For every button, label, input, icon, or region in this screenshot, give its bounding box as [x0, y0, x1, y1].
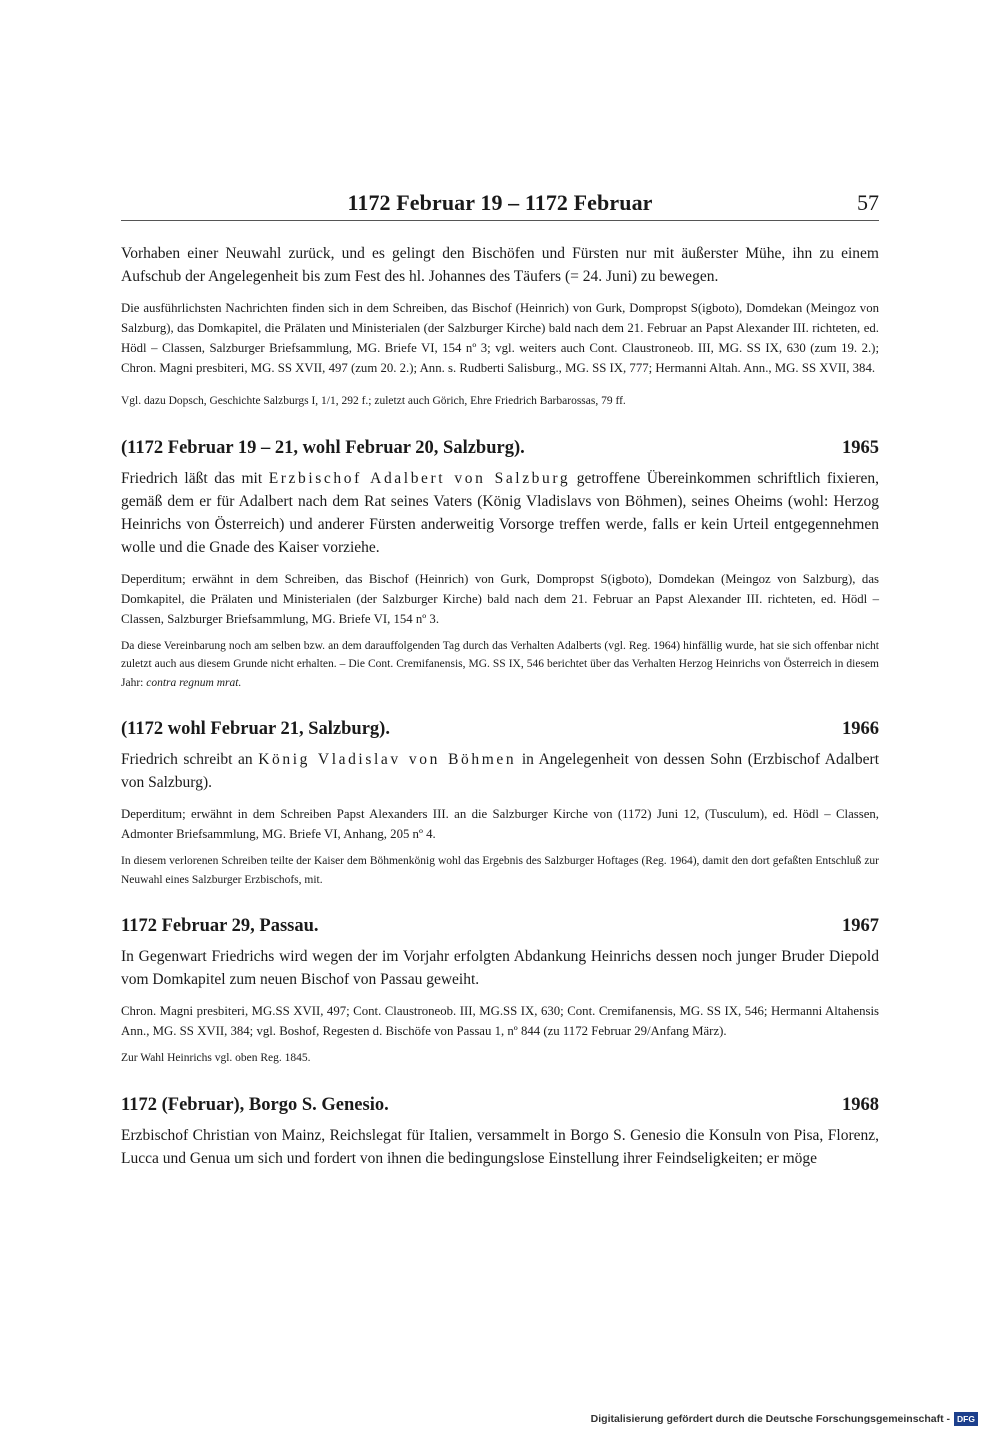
entry-person-name: König Vladislav von Böhmen: [258, 751, 517, 768]
page-number: 57: [857, 190, 879, 215]
intro-paragraph: Vorhaben einer Neuwahl zurück, und es gelingt den Bischöfen und Fürsten nur mit äußerster Mühe, ihn zu einem Aufschub der Angelegenheit bis zum Fest des hl. Johannes des Täufers (= 24. Juni) zu bewegen.: [121, 245, 879, 285]
entry-date-place: (1172 Februar 19 – 21, wohl Februar 20, Salzburg).: [121, 437, 525, 458]
entry-source: Chron. Magni presbiteri, MG.SS XVII, 497; Cont. Claustroneob. III, MG.SS IX, 630; Cont. Cremifanensis, MG. SS IX, 546; Hermanni Altahensis Ann., MG. SS XVII, 384; vgl. Boshof, Regesten d. Bischöfe von Passau 1, nº 844 (zu 1172 Februar 29/Anfang März).: [121, 1004, 879, 1038]
entry-date-place: 1172 (Februar), Borgo S. Genesio.: [121, 1094, 389, 1115]
regest-entry-1965: [121, 435, 879, 693]
digitization-footer: [591, 1412, 978, 1426]
entry-text-end: in Angelegenheit von dessen Sohn (Erzbischof Adalbert von Salzburg).: [121, 751, 880, 791]
entry-number: 1965: [842, 437, 879, 458]
entry-heading: [121, 1092, 879, 1118]
entry-number: 1968: [842, 1094, 879, 1115]
entry-text-start: Friedrich läßt das mit: [121, 469, 269, 487]
regest-entry-1968: [121, 1092, 879, 1170]
entry-text-end: getroffene Übereinkommen schriftlich fixieren, gemäß dem er für Adalbert nach dem Rat seines Vaters (König Vladislavs von Böhmen), seines Oheims (wohl: Herzog Heinrichs von Österreich) und anderer Fürsten anderweitig Vorsorge treffen werde, falls er kein Urteil entgegennehmen wolle und die Gnade des Kaiser vorziehe.: [121, 469, 879, 556]
footer-text: Digitalisierung gefördert durch die Deutsche Forschungsgemeinschaft -: [590, 1413, 951, 1425]
intro-source: Die ausführlichsten Nachrichten finden sich in dem Schreiben, das Bischof (Heinrich) von Gurk, Dompropst S(igboto), Domdekan (Meingoz von Salzburg), das Domkapitel, die Prälaten und Ministerialen (der Salzburger Kirche) bald nach dem 21. Februar an Papst Alexander III. richteten, ed. Hödl – Classen, Salzburger Briefsammlung, MG. Briefe VI, 154 nº 3; vgl. weiters auch Cont. Claustroneob. III, MG. SS IX, 630 (zum 19. 2.); Chron. Magni presbiteri, MG. SS XVII, 497 (zum 20. 2.); Ann. s. Rudberti Salisburg., MG. SS IX, 777; Hermanni Altah. Ann., MG. SS XVII, 384.: [121, 301, 879, 375]
entry-source: Deperditum; erwähnt in dem Schreiben, das Bischof (Heinrich) von Gurk, Dompropst S(igboto), Domdekan (Meingoz von Salzburg), das Domkapitel, die Prälaten und Ministerialen (der Salzburger Kirche) bald nach dem 21. Februar an Papst Alexander III. richteten, ed. Hödl – Classen, Salzburger Briefsammlung, MG. Briefe VI, 154 nº 3.: [121, 571, 879, 626]
entry-note: Zur Wahl Heinrichs vgl. oben Reg. 1845.: [121, 1052, 311, 1064]
entry-heading: [121, 435, 879, 461]
entry-heading: [121, 913, 879, 939]
entry-number: 1967: [842, 916, 879, 936]
entry-text: [121, 467, 879, 559]
entry-text: [121, 748, 879, 794]
entry-heading: [121, 716, 879, 742]
entry-text-start: Friedrich schreibt an: [121, 751, 259, 768]
intro-note: Vgl. dazu Dopsch, Geschichte Salzburgs I, 1/1, 292 f.; zuletzt auch Görich, Ehre Friedrich Barbarossas, 79 ff.: [121, 395, 626, 407]
entry-date-place: 1172 Februar 29, Passau.: [121, 916, 319, 936]
header-rule: [121, 220, 879, 221]
regest-entry-1966: [121, 716, 879, 889]
entry-text: In Gegenwart Friedrichs wird wegen der im Vorjahr erfolgten Abdankung Heinrichs dessen noch junger Bruder Diepold vom Domkapitel zum neuen Bischof von Passau geweiht.: [121, 948, 879, 988]
entry-person-name: Erzbischof Adalbert von Salzburg: [268, 469, 571, 487]
running-header: [121, 190, 879, 220]
regest-entry-1967: [121, 913, 879, 1068]
entry-date-place: (1172 wohl Februar 21, Salzburg).: [121, 719, 390, 739]
entry-note-text: Da diese Vereinbarung noch am selben bzw. an dem darauffolgenden Tag durch das Verhalten Adalberts (vgl. Reg. 1964) hinfällig wurde, hat sie sich offenbar nicht zuletzt auch aus diesem Grunde nicht erhalten. – Die Cont. Cremifanensis, MG. SS IX, 546 berichtet über das Verhalten Herzog Heinrichs von Österreich in diesem Jahr:: [121, 639, 879, 689]
entry-note: [121, 637, 879, 693]
entry-note: In diesem verlorenen Schreiben teilte der Kaiser dem Böhmenkönig wohl das Ergebnis des Salzburger Hoftages (Reg. 1964), damit den dort gefaßten Entschluß zur Neuwahl eines Salzburger Erzbischofs, mit.: [121, 855, 879, 886]
entry-source: Deperditum; erwähnt in dem Schreiben Papst Alexanders III. an die Salzburger Kirche von (1172) Juni 12, (Tusculum), ed. Hödl – Classen, Admonter Briefsammlung, MG. Briefe VI, Anhang, 205 nº 4.: [121, 807, 879, 841]
entry-number: 1966: [842, 719, 879, 739]
page-content: [121, 242, 879, 1170]
entry-note-quote: contra regnum mrat.: [146, 676, 242, 689]
entry-text: Erzbischof Christian von Mainz, Reichslegat für Italien, versammelt in Borgo S. Genesio die Konsuln von Pisa, Florenz, Lucca und Genua um sich und fordert von ihnen die bedingungslose Einstellung ihrer Feindseligkeiten; er möge: [121, 1126, 879, 1167]
page-title: 1172 Februar 19 – 1172 Februar: [347, 190, 653, 215]
dfg-logo: DFG: [954, 1412, 978, 1426]
